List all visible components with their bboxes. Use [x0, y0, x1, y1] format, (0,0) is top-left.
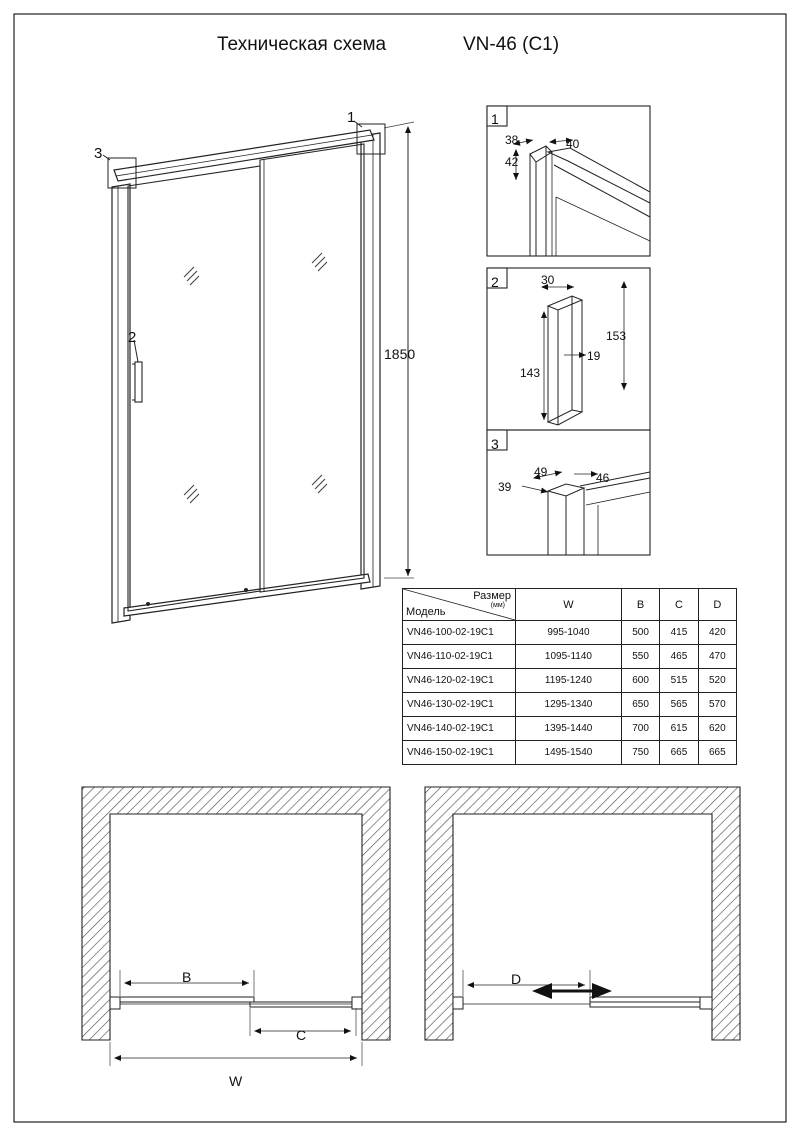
b-cell: 700 [621, 717, 659, 741]
column-header-d: D [698, 589, 736, 621]
detail-2-label: 2 [491, 274, 499, 290]
detail-2-dim-153: 153 [606, 329, 627, 343]
width-cell: 1495-1540 [516, 741, 622, 765]
c-cell: 515 [660, 669, 698, 693]
d-cell: 470 [698, 645, 736, 669]
column-header-c: C [660, 589, 698, 621]
size-table [402, 588, 737, 765]
detail-1-dim-40: 40 [566, 137, 580, 151]
c-cell: 665 [660, 741, 698, 765]
callout-1: 1 [347, 109, 356, 126]
table-row [403, 621, 737, 645]
detail-1-dim-42: 42 [505, 155, 519, 169]
page-title: Техническая схема [217, 34, 387, 55]
plan-label-c: C [296, 1027, 307, 1043]
c-cell: 615 [660, 717, 698, 741]
model-cell: VN46-130-02-19C1 [403, 693, 516, 717]
size-label: Размер [473, 590, 511, 602]
model-cell: VN46-100-02-19C1 [403, 621, 516, 645]
table-row [403, 669, 737, 693]
b-cell: 750 [621, 741, 659, 765]
detail-3-dim-39: 39 [498, 480, 512, 494]
table-row [403, 645, 737, 669]
width-cell: 995-1040 [516, 621, 622, 645]
width-cell: 1195-1240 [516, 669, 622, 693]
width-cell: 1095-1140 [516, 645, 622, 669]
detail-3-dim-46: 46 [596, 471, 610, 485]
table-row [403, 717, 737, 741]
d-cell: 520 [698, 669, 736, 693]
b-cell: 500 [621, 621, 659, 645]
d-cell: 570 [698, 693, 736, 717]
b-cell: 550 [621, 645, 659, 669]
front-view-door [103, 121, 414, 623]
model-label: Модель [406, 606, 446, 618]
c-cell: 415 [660, 621, 698, 645]
detail-1-top-corner [487, 106, 650, 256]
model-cell: VN46-120-02-19C1 [403, 669, 516, 693]
table-header-row [403, 589, 737, 621]
d-cell: 665 [698, 741, 736, 765]
table-row [403, 693, 737, 717]
detail-2-dim-19: 19 [587, 349, 601, 363]
d-cell: 620 [698, 717, 736, 741]
model-cell: VN46-140-02-19C1 [403, 717, 516, 741]
table-corner-cell [403, 589, 516, 621]
d-cell: 420 [698, 621, 736, 645]
height-dimension: 1850 [384, 346, 416, 362]
plan-view-closed [82, 787, 390, 1066]
model-cell: VN46-110-02-19C1 [403, 645, 516, 669]
callout-3: 3 [94, 145, 103, 162]
plan-label-b: B [182, 969, 192, 985]
detail-1-dim-38: 38 [505, 133, 519, 147]
detail-2-dim-143: 143 [520, 366, 541, 380]
detail-3-dim-49: 49 [534, 465, 548, 479]
callout-2: 2 [128, 329, 137, 346]
width-cell: 1295-1340 [516, 693, 622, 717]
detail-2-dim-30: 30 [541, 273, 555, 287]
plan-label-w: W [229, 1073, 243, 1089]
detail-3-side-corner [487, 430, 650, 555]
model-cell: VN46-150-02-19C1 [403, 741, 516, 765]
unit-label: (мм) [490, 602, 505, 609]
c-cell: 565 [660, 693, 698, 717]
column-header-w: W [516, 589, 622, 621]
plan-label-d: D [511, 971, 522, 987]
b-cell: 650 [621, 693, 659, 717]
detail-3-label: 3 [491, 436, 499, 452]
b-cell: 600 [621, 669, 659, 693]
model-title: VN-46 (C1) [463, 34, 560, 55]
table-row [403, 741, 737, 765]
width-cell: 1395-1440 [516, 717, 622, 741]
detail-2-handle [487, 268, 650, 430]
c-cell: 465 [660, 645, 698, 669]
column-header-b: B [621, 589, 659, 621]
plan-view-open [425, 787, 740, 1040]
detail-1-label: 1 [491, 111, 499, 127]
